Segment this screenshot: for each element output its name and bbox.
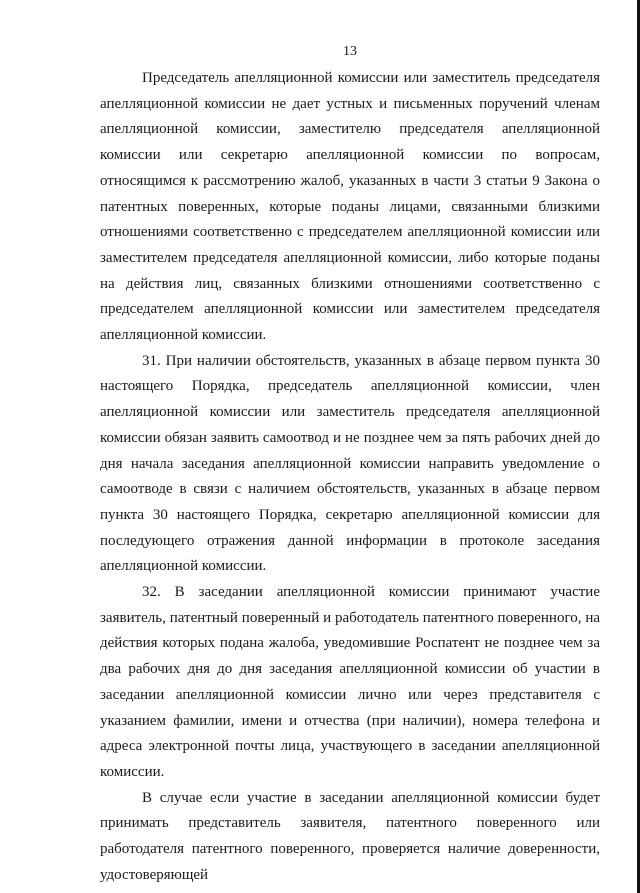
paragraph-representative: В случае если участие в заседании апелляционной комиссии будет принимать представитель заявителя, патентного поверенного или работодателя патентного поверенного, проверяется наличие доверенности, удостоверяющей: [100, 789, 600, 883]
paragraph-31: 31. При наличии обстоятельств, указанных в абзаце первом пункта 30 настоящего Порядка, председатель апелляционной комиссии, член апелляционной комиссии или заместитель председателя апелляционной комиссии обязан заявить самоотвод и не позднее чем за пять рабочих дней до дня начала заседания апелляционной комиссии направить уведомление о самоотводе в связи с наличием обстоятельств, указанных в абзаце первом пункта 30 настоящего Порядка, секретарю апелляционной комиссии для последующего отражения данной информации в протоколе заседания апелляционной комиссии.: [100, 352, 600, 575]
paragraph-chair-restrictions: Председатель апелляционной комиссии или заместитель председателя апелляционной комиссии не дает устных и письменных поручений членам апелляционной комиссии, заместителю председателя апелляционной комиссии или секретарю апелляционной комиссии по вопросам, относящимся к рассмотрению жалоб, указанных в части 3 статьи 9 Закона о патентных поверенных, которые поданы лицами, связанными близкими отношениями соответственно с председателем апелляционной комиссии или заместителем председателя апелляционной комиссии, либо которые поданы на действия лиц, связанных близкими отношениями соответственно с председателем апелляционной комиссии или заместителем председателя апелляционной комиссии.: [100, 70, 600, 344]
document-body: [100, 66, 600, 889]
page-number: 13: [343, 44, 357, 59]
paragraph-32: 32. В заседании апелляционной комиссии принимают участие заявитель, патентный поверенный и работодатель патентного поверенного, на действия которых подана жалоба, уведомившие Роспатент не позднее чем за два рабочих дня до дня заседания апелляционной комиссии об участии в заседании апелляционной комиссии лично или через представителя с указанием фамилии, имени и отчества (при наличии), номера телефона и адреса электронной почты лица, участвующего в заседании апелляционной комиссии.: [100, 584, 600, 780]
